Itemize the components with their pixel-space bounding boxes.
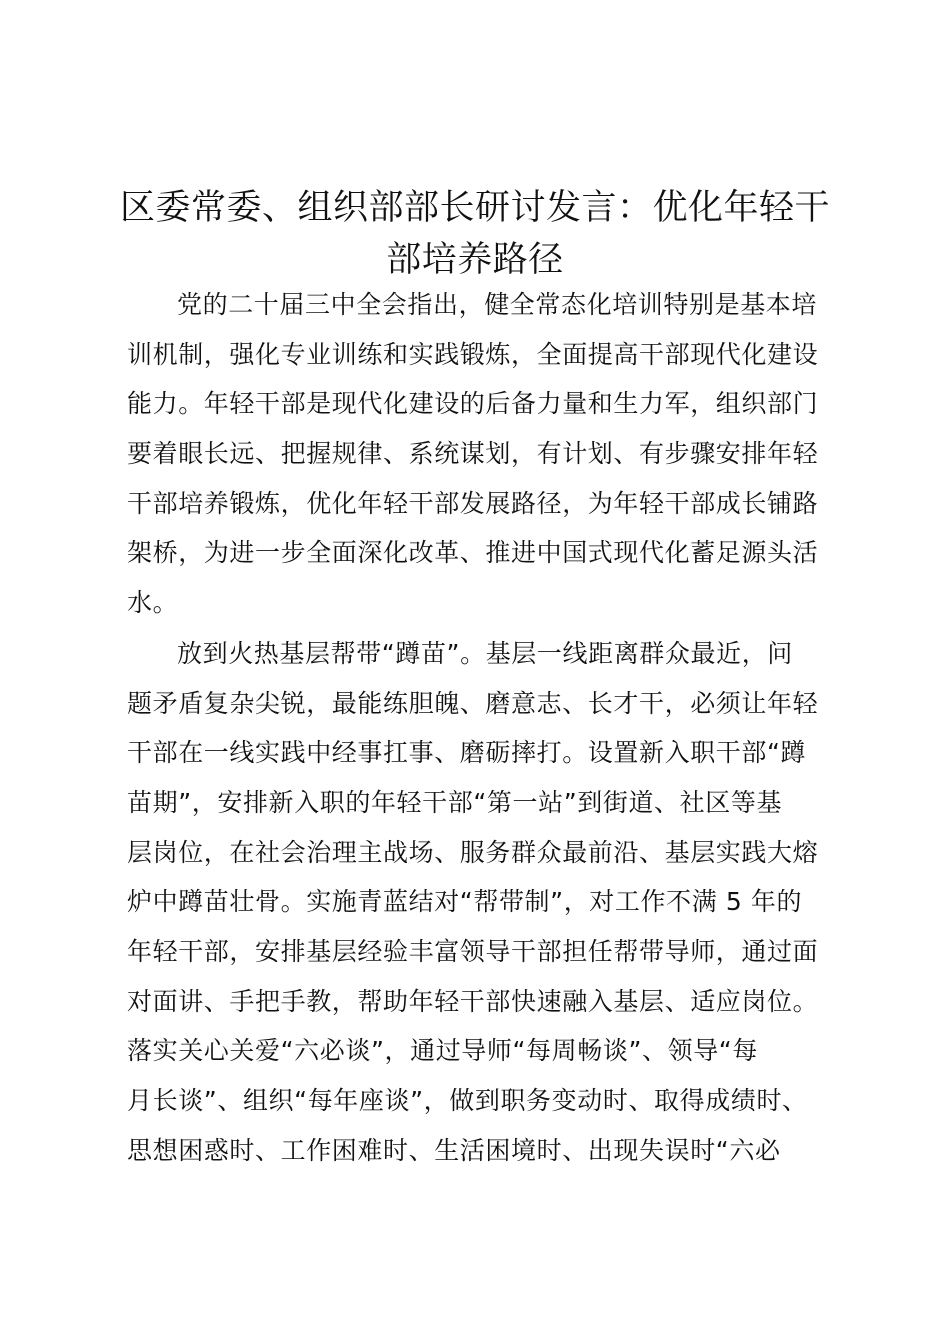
paragraph-2-line-5: 层岗位，在社会治理主战场、服务群众最前沿、基层实践大熔 xyxy=(127,838,819,867)
document-title xyxy=(110,182,840,286)
paragraph-1-line-3: 能力。年轻干部是现代化建设的后备力量和生力军，组织部门 xyxy=(127,389,819,418)
paragraph-2-line-6: 炉中蹲苗壮骨。实施青蓝结对“帮带制”，对工作不满 5 年的 xyxy=(127,887,803,916)
paragraph-2-line-7: 年轻干部，安排基层经验丰富领导干部担任帮带导师，通过面 xyxy=(127,937,819,966)
paragraph-2-line-10: 月长谈”、组织“每年座谈”，做到职务变动时、取得成绩时、 xyxy=(127,1086,808,1115)
paragraph-1-line-2: 训机制，强化专业训练和实践锻炼，全面提高干部现代化建设 xyxy=(127,340,819,369)
paragraph-1-line-1: 党的二十届三中全会指出，健全常态化培训特别是基本培 xyxy=(177,290,818,319)
title-line-1: 区委常委、组织部部长研讨发言：优化年轻干 xyxy=(119,188,830,228)
paragraph-2-line-9: 落实关心关爱“六必谈”，通过导师“每周畅谈”、领导“每 xyxy=(127,1036,758,1065)
paragraph-1-line-6: 架桥，为进一步全面深化改革、推进中国式现代化蓄足源头活 xyxy=(127,538,819,567)
paragraph-1-line-4: 要着眼长远、把握规律、系统谋划，有计划、有步骤安排年轻 xyxy=(127,439,819,468)
paragraph-2-line-2: 题矛盾复杂尖锐，最能练胆魄、磨意志、长才干，必须让年轻 xyxy=(127,689,819,718)
paragraph-2-line-4: 苗期”，安排新入职的年轻干部“第一站”到街道、社区等基 xyxy=(127,788,783,817)
paragraph-2-line-3: 干部在一线实践中经事扛事、磨砺摔打。设置新入职干部“蹲 xyxy=(127,738,807,767)
paragraph-1-line-7: 水。 xyxy=(127,588,179,617)
title-line-2: 部培养路径 xyxy=(386,240,564,280)
paragraph-2-line-8: 对面讲、手把手教，帮助年轻干部快速融入基层、适应岗位。 xyxy=(127,987,819,1016)
paragraph-2-line-11: 思想困惑时、工作困难时、生活困境时、出现失误时“六必 xyxy=(127,1136,781,1165)
paragraph-1-line-5: 干部培养锻炼，优化年轻干部发展路径，为年轻干部成长铺路 xyxy=(127,489,819,518)
paragraph-2-line-1: 放到火热基层帮带“蹲苗”。基层一线距离群众最近，问 xyxy=(177,639,793,668)
